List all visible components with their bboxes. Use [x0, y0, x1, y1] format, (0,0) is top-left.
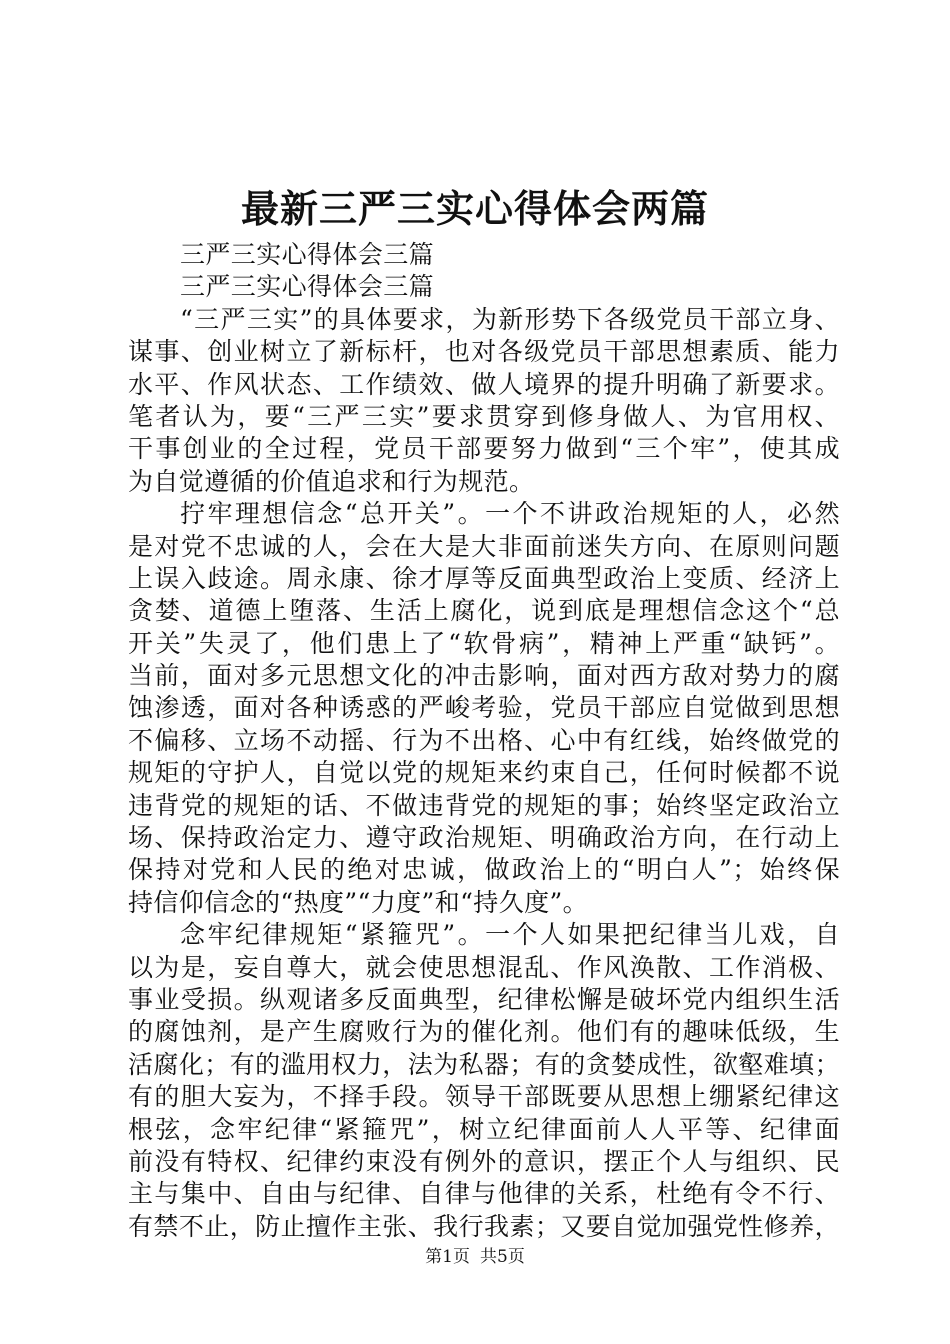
text-line: 为自觉遵循的价值追求和行为规范。	[128, 466, 535, 496]
text-line: 规矩的守护人，自觉以党的规矩来约束自己，任何时候都不说	[128, 758, 840, 788]
text-line: 的腐蚀剂，是产生腐败行为的催化剂。他们有的趣味低级，生	[128, 1017, 840, 1047]
text-line: 持信仰信念的“热度”“力度”和“持久度”。	[128, 887, 589, 917]
text-line: 三严三实心得体会三篇	[180, 240, 435, 269]
text-line: 有禁不止，防止擅作主张、我行我素；又要自觉加强党性修养，	[128, 1211, 840, 1241]
text-line: 拧牢理想信念“总开关”。一个不讲政治规矩的人，必然	[180, 499, 840, 529]
text-line: 上误入歧途。周永康、徐才厚等反面典型政治上变质、经济上	[128, 563, 840, 593]
text-line: “三严三实”的具体要求，为新形势下各级党员干部立身、	[180, 304, 840, 334]
text-line: 事业受损。纵观诸多反面典型，纪律松懈是破坏党内组织生活	[128, 984, 840, 1014]
text-line: 前没有特权、纪律约束没有例外的意识，摆正个人与组织、民	[128, 1146, 840, 1176]
page-total: 共5页	[480, 1247, 525, 1267]
text-line: 干事创业的全过程，党员干部要努力做到“三个牢”，使其成	[128, 434, 840, 464]
page-footer	[0, 1245, 950, 1269]
document-title: 最新三严三实心得体会两篇	[240, 186, 709, 231]
text-line: 有的胆大妄为，不择手段。领导干部既要从思想上绷紧纪律这	[128, 1082, 840, 1112]
page-number: 第1页	[425, 1247, 470, 1267]
text-line: 贪婪、道德上堕落、生活上腐化，说到底是理想信念这个“总	[128, 596, 840, 626]
text-line: 保持对党和人民的绝对忠诚，做政治上的“明白人”；始终保	[128, 855, 840, 885]
text-line: 谋事、创业树立了新标杆，也对各级党员干部思想素质、能力	[128, 337, 840, 367]
text-line: 以为是，妄自尊大，就会使思想混乱、作风涣散、工作消极、	[128, 952, 840, 982]
text-line: 场、保持政治定力、遵守政治规矩、明确政治方向，在行动上	[128, 823, 840, 853]
text-line: 念牢纪律规矩“紧箍咒”。一个人如果把纪律当儿戏，自	[180, 920, 840, 950]
text-line: 三严三实心得体会三篇	[180, 272, 435, 302]
text-line: 是对党不忠诚的人，会在大是大非面前迷失方向、在原则问题	[128, 531, 840, 561]
text-line: 开关”失灵了，他们患上了“软骨病”，精神上严重“缺钙”。	[128, 628, 840, 658]
text-line: 当前，面对多元思想文化的冲击影响，面对西方敌对势力的腐	[128, 661, 840, 691]
text-line: 不偏移、立场不动摇、行为不出格、心中有红线，始终做党的	[128, 725, 840, 755]
document-body	[128, 239, 840, 1243]
text-line: 笔者认为，要“三严三实”要求贯穿到修身做人、为官用权、	[128, 401, 840, 431]
text-line: 主与集中、自由与纪律、自律与他律的关系，杜绝有令不行、	[128, 1179, 840, 1209]
text-line: 水平、作风状态、工作绩效、做人境界的提升明确了新要求。	[128, 369, 840, 399]
text-line: 蚀渗透，面对各种诱惑的严峻考验，党员干部应自觉做到思想	[128, 693, 840, 723]
text-line: 违背党的规矩的话、不做违背党的规矩的事；始终坚定政治立	[128, 790, 840, 820]
text-line: 活腐化；有的滥用权力，法为私器；有的贪婪成性，欲壑难填；	[128, 1049, 840, 1079]
text-line: 根弦，念牢纪律“紧箍咒”，树立纪律面前人人平等、纪律面	[128, 1114, 840, 1144]
